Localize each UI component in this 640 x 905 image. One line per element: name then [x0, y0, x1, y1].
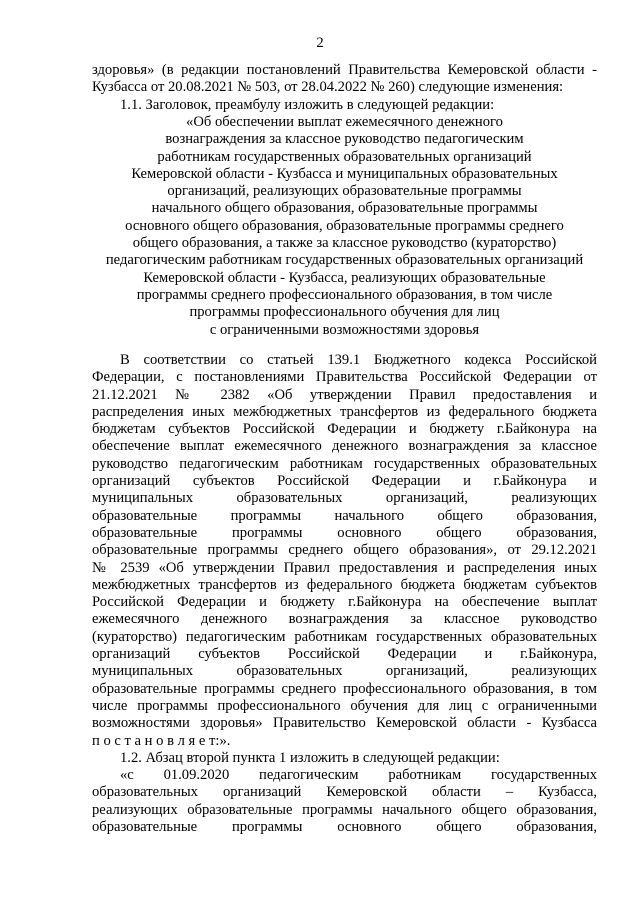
text-line: здоровья» (в редакции постановлений Правительства Кемеровской области -: [92, 62, 597, 78]
page-number: 2: [316, 35, 324, 51]
title-line: организаций, реализующих образовательные программы: [167, 183, 522, 200]
text-line: организаций субъектов Российской Федерации и г.Байконура и: [92, 473, 597, 490]
text-line: «с 01.09.2020 педагогическим работникам государственных: [120, 767, 597, 784]
text-line: организаций субъектов Российской Федерации и г.Байконура,: [92, 646, 597, 663]
title-line: начального общего образования, образовательные программы: [151, 200, 538, 217]
text-line: образовательные программы среднего общего образования», от 29.12.2021: [92, 542, 597, 559]
text-line: № 2539 «Об утверждении Правил предоставления и распределения иных: [92, 559, 597, 576]
text-line: возможностями здоровья» Правительство Кемеровской области - Кузбасса: [92, 715, 597, 732]
title-line: программы профессионального обучения для лиц: [189, 304, 500, 321]
text-line: распределения иных межбюджетных трансфертов из федерального бюджета: [92, 403, 597, 420]
title-line: Кемеровской области - Кузбасса, реализующих образовательные: [143, 269, 546, 286]
title-line: с ограниченными возможностями здоровья: [209, 321, 480, 338]
text-line: 21.12.2021 № 2382 «Об утверждении Правил предоставления и: [92, 386, 597, 403]
text-line: образовательные программы основного общего образования,: [92, 524, 597, 541]
item-1-2: 1.2. Абзац второй пункта 1 изложить в следующей редакции:: [120, 749, 500, 766]
text-line: Кузбасса от 20.08.2021 № 503, от 28.04.2022 № 260) следующие изменения:: [92, 79, 564, 96]
text-line: Федерации, с постановлениями Правительства Российской Федерации от: [92, 369, 597, 386]
title-line: программы среднего профессионального образования, в том числе: [136, 286, 553, 303]
title-line: работникам государственных образовательных организаций: [157, 148, 532, 165]
decree-word: п о с т а н о в л я е т:».: [92, 732, 231, 749]
title-line: «Об обеспечении выплат ежемесячного денежного: [186, 114, 503, 130]
text-line: межбюджетных трансфертов из федерального бюджета бюджетам субъектов: [92, 576, 597, 593]
text-line: образовательные программы начального общего образования,: [92, 507, 597, 524]
text-line: реализующих образовательные программы начального общего образования,: [92, 801, 597, 818]
text-line: В соответствии со статьей 139.1 Бюджетного кодекса Российской: [120, 352, 597, 368]
text-line: руководство педагогическим работникам государственных образовательных: [92, 455, 597, 472]
text-line: образовательных организаций Кемеровской области – Кузбасса,: [92, 784, 597, 801]
title-line: Кемеровской области - Кузбасса и муниципальных образовательных: [131, 165, 558, 182]
title-line: основного общего образования, образовательные программы среднего: [125, 217, 564, 234]
item-1-1: 1.1. Заголовок, преамбулу изложить в следующей редакции:: [120, 96, 495, 113]
text-line: (кураторство) педагогическим работникам государственных образовательных: [92, 628, 597, 645]
preamble: [92, 352, 597, 836]
text-line: Российской Федерации и бюджету г.Байконура на обеспечение выплат: [92, 594, 597, 611]
text-line: ежемесячного денежного вознаграждения за классное руководство: [92, 611, 597, 628]
intro-text: [92, 62, 597, 114]
title-line: педагогическим работникам государственных образовательных организаций: [105, 252, 584, 269]
document-title: [92, 114, 597, 339]
text-line: муниципальных образовательных организаций, реализующих: [92, 490, 597, 507]
title-line: вознаграждения за классное руководство педагогическим: [165, 131, 524, 148]
text-line: образовательные программы среднего профессионального образования, в том: [92, 680, 597, 697]
text-line: числе программы профессионального обучения для лиц с ограниченными: [92, 697, 597, 714]
title-line: общего образования, а также за классное руководство (кураторство): [132, 235, 557, 252]
text-line: образовательные программы основного общего образования,: [92, 819, 597, 836]
text-line: муниципальных образовательных организаций, реализующих: [92, 663, 597, 680]
text-line: бюджетам субъектов Российской Федерации и бюджету г.Байконура на: [92, 421, 597, 438]
text-line: обеспечение выплат ежемесячного денежного вознаграждения за классное: [92, 438, 597, 455]
